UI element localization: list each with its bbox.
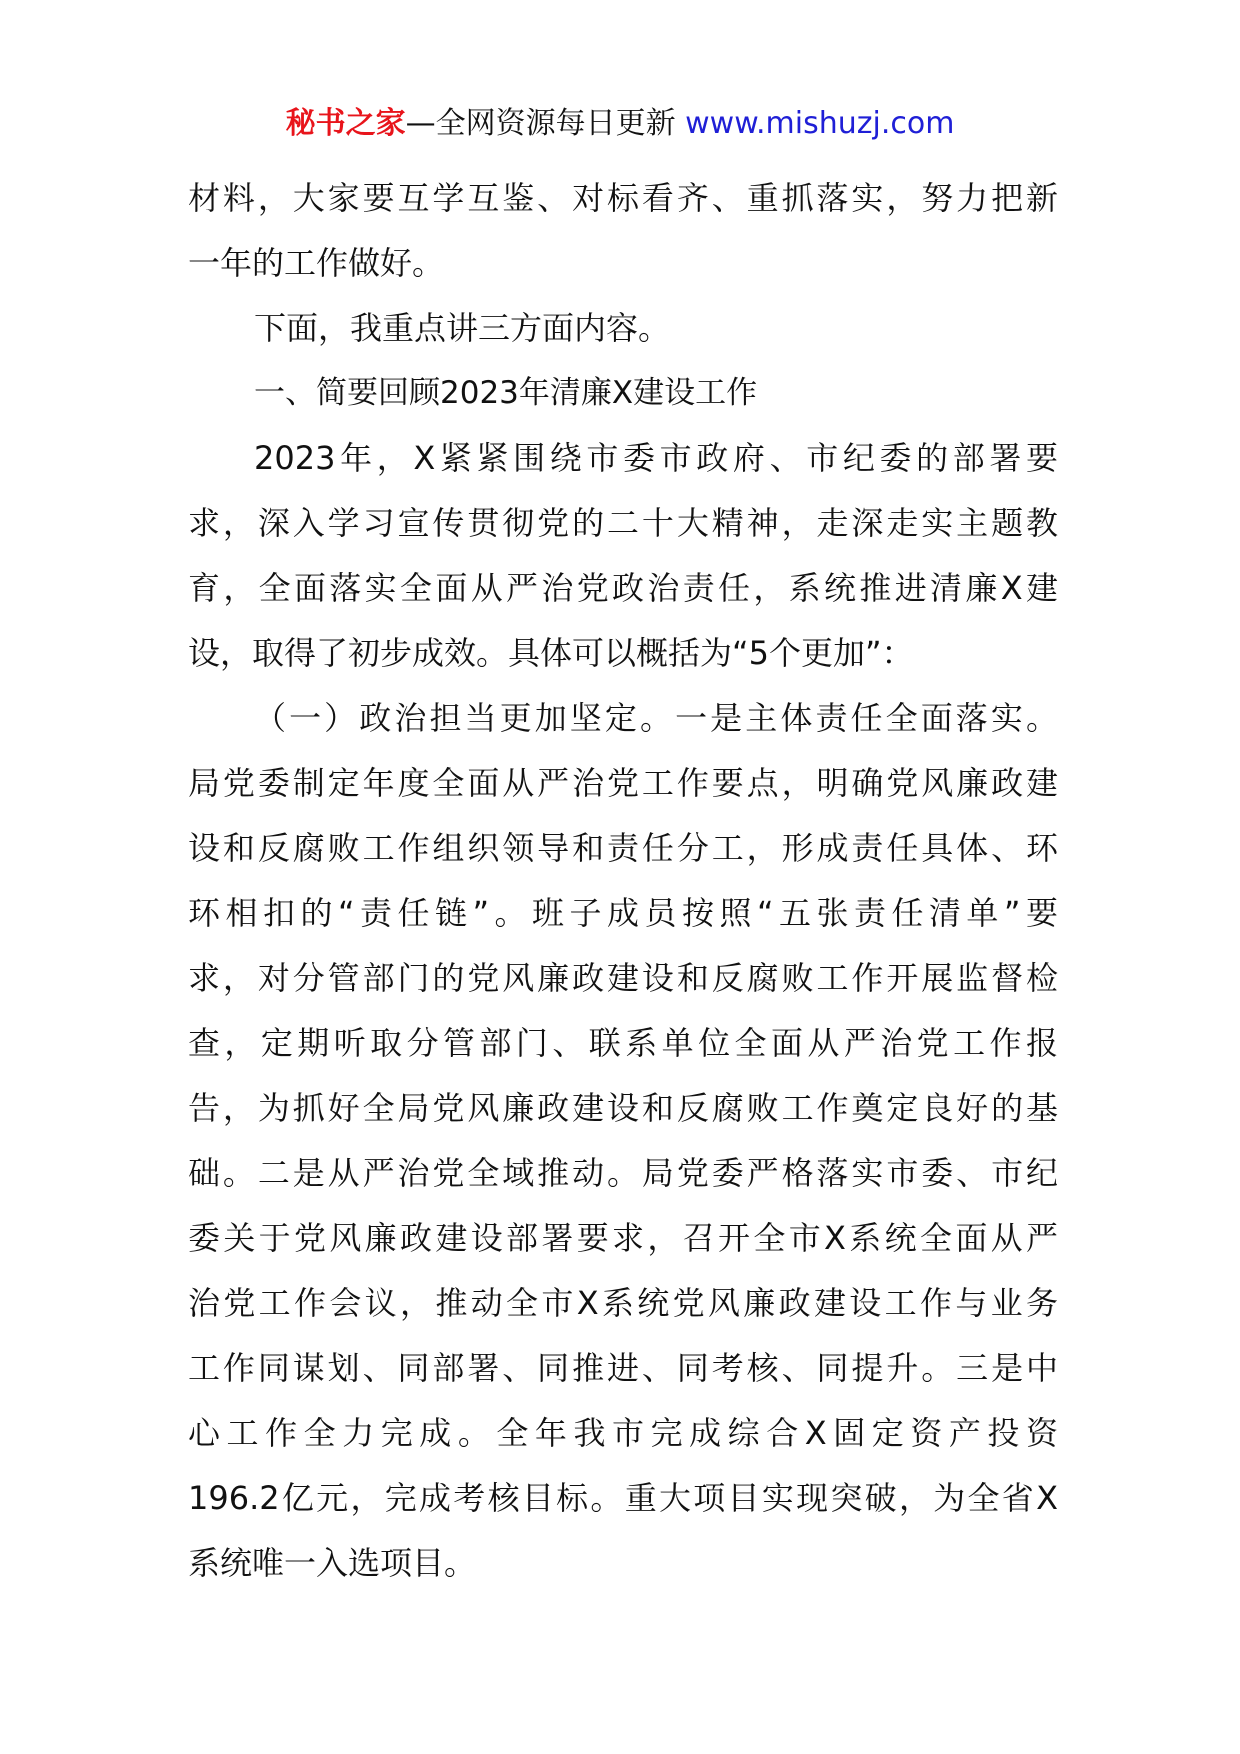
body-line: 查，定期听取分管部门、联系单位全面从严治党工作报 bbox=[188, 1024, 1058, 1062]
body-line: 系统唯一入选项目。 bbox=[188, 1544, 477, 1582]
site-tagline: —全网资源每日更新 bbox=[405, 106, 676, 141]
body-line: 育，全面落实全面从严治党政治责任，系统推进清廉X建 bbox=[188, 569, 1058, 607]
body-line: 环相扣的“责任链”。班子成员按照“五张责任清单”要 bbox=[188, 894, 1058, 932]
section-heading: 一、简要回顾2023年清廉X建设工作 bbox=[254, 375, 758, 411]
paragraph-line: 2023年，X紧紧围绕市委市政府、市纪委的部署要 bbox=[254, 439, 1058, 477]
body-line: 告，为抓好全局党风廉政建设和反腐败工作奠定良好的基 bbox=[188, 1089, 1058, 1127]
body-line: 局党委制定年度全面从严治党工作要点，明确党风廉政建 bbox=[188, 764, 1058, 802]
body-line: 设，取得了初步成效。具体可以概括为“5个更加”： bbox=[188, 634, 914, 672]
body-line: 求，深入学习宣传贯彻党的二十大精神，走深走实主题教 bbox=[188, 504, 1058, 542]
site-url-link[interactable]: www.mishuzj.com bbox=[685, 106, 955, 141]
body-line: 设和反腐败工作组织领导和责任分工，形成责任具体、环 bbox=[188, 829, 1058, 867]
body-line: 委关于党风廉政建设部署要求，召开全市X系统全面从严 bbox=[188, 1219, 1058, 1257]
body-line: 求，对分管部门的党风廉政建设和反腐败工作开展监督检 bbox=[188, 959, 1058, 997]
body-line: 材料，大家要互学互鉴、对标看齐、重抓落实，努力把新 bbox=[188, 179, 1058, 217]
site-header bbox=[0, 104, 1240, 144]
body-line: 础。二是从严治党全域推动。局党委严格落实市委、市纪 bbox=[188, 1154, 1058, 1192]
body-line: 工作同谋划、同部署、同推进、同考核、同提升。三是中 bbox=[188, 1349, 1058, 1387]
body-line: 196.2亿元，完成考核目标。重大项目实现突破，为全省X bbox=[188, 1479, 1058, 1517]
paragraph-line: 下面，我重点讲三方面内容。 bbox=[254, 309, 671, 347]
body-line: 一年的工作做好。 bbox=[188, 244, 445, 282]
site-brand: 秘书之家 bbox=[285, 106, 406, 141]
subsection-line: （一）政治担当更加坚定。一是主体责任全面落实。 bbox=[254, 699, 1058, 737]
body-line: 心工作全力完成。全年我市完成综合X固定资产投资 bbox=[188, 1414, 1058, 1452]
document-body bbox=[188, 166, 1058, 1596]
body-line: 治党工作会议，推动全市X系统党风廉政建设工作与业务 bbox=[188, 1284, 1058, 1322]
